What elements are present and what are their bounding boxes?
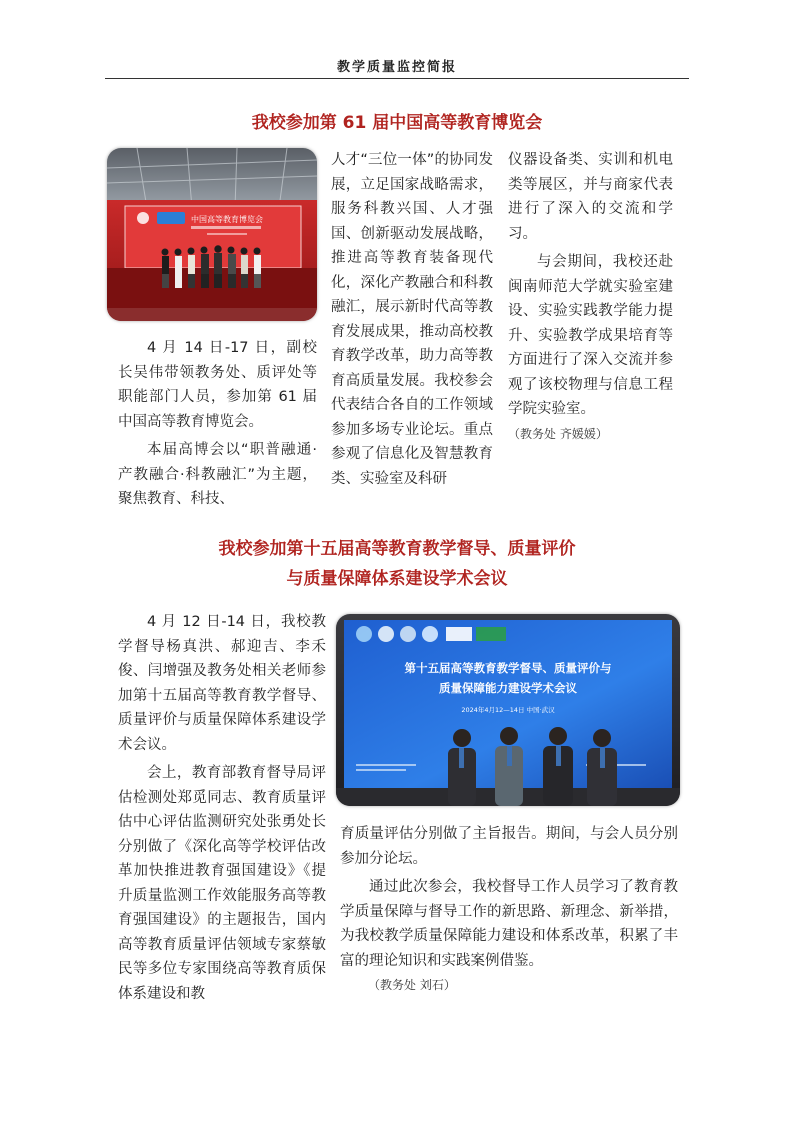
article2-title-line2: 与质量保障体系建设学术会议 — [286, 569, 508, 589]
article2-paragraph-4: 通过此次参会，我校督导工作人员学习了教育教学质量保障与督导工作的新思路、新理念、新举措，为我校教学质量保障能力建设和体系改革，积累了丰富的理论知识和实践案例借鉴。 — [340, 879, 678, 969]
conference-photo — [336, 614, 680, 806]
article1-paragraph-2: 本届高博会以“职普融通·产教融合·科教融汇”为主题，聚焦教育、科技、 — [118, 442, 317, 507]
expo-banner-text: 中国高等教育博览会 — [191, 215, 263, 224]
article1-right-column — [508, 148, 673, 446]
article1-middle-column — [331, 148, 493, 491]
header-divider — [105, 78, 689, 79]
newsletter-header: 教学质量监控简报 — [336, 60, 457, 75]
article2-paragraph-2: 会上，教育部教育督导局评估检测处郑觅同志、教育质量评估中心评估监测研究处张勇处长分别做了《深化高等学校评估改革加快推进教育强国建设》《提升质量监测工作效能服务高等教育强国建设》的主题报告，国内高等教育质量评估领域专家蔡敏民等多位专家围绕高等教育质保体系建设和教 — [118, 765, 326, 1002]
article2-paragraph-1: 4 月 12 日-14 日，我校教学督导杨真洪、郝迎吉、李禾俊、闫增强及教务处相关老师参加第十五届高等教育教学督导、质量评价与质量保障体系建设学术会议。 — [118, 614, 326, 753]
conference-banner-line2: 质量保障能力建设学术会议 — [439, 681, 577, 695]
article1-paragraph-4: 仪器设备类、实训和机电类等展区，并与商家代表进行了深入的交流和学习。 — [508, 152, 673, 242]
article2-paragraph-3: 育质量评估分别做了主旨报告。期间，与会人员分别参加分论坛。 — [340, 826, 678, 867]
conference-banner-line1: 第十五届高等教育教学督导、质量评价与 — [404, 661, 612, 675]
article1-paragraph-1: 4 月 14 日-17 日，副校长吴伟带领教务处、质评处等职能部门人员，参加第 61 届中国高等教育博览会。 — [118, 340, 317, 430]
article1-credit: （教务处 齐媛媛） — [508, 426, 608, 441]
article2-left-column — [118, 610, 326, 1006]
expo-photo — [107, 148, 317, 321]
article2-right-column — [340, 822, 678, 998]
article1-paragraph-3: 人才“三位一体”的协同发展，立足国家战略需求，服务科教兴国、人才强国、创新驱动发展战略，推进高等教育装备现代化，深化产教融合和科教融汇，展示新时代高等教育发展成果，推动高校教育教学改革，助力高等教育高质量发展。我校参会代表结合各自的工作领域参加多场专业论坛。重点参观了信息化及智慧教育类、实验室及科研 — [331, 152, 493, 487]
article1-left-column — [118, 336, 317, 512]
article1-paragraph-5: 与会期间，我校还赴闽南师范大学就实验室建设、实验实践教学能力提升、实验教学成果培育等方面进行了深入交流并参观了该校物理与信息工程学院实验室。 — [508, 254, 673, 417]
article1-title: 我校参加第 61 届中国高等教育博览会 — [251, 113, 543, 133]
article2-title-line1: 我校参加第十五届高等教育教学督导、质量评价 — [218, 539, 576, 559]
article2-credit: （教务处 刘石） — [368, 978, 456, 992]
conference-banner-date: 2024年4月12—14日 中国·武汉 — [461, 706, 555, 714]
